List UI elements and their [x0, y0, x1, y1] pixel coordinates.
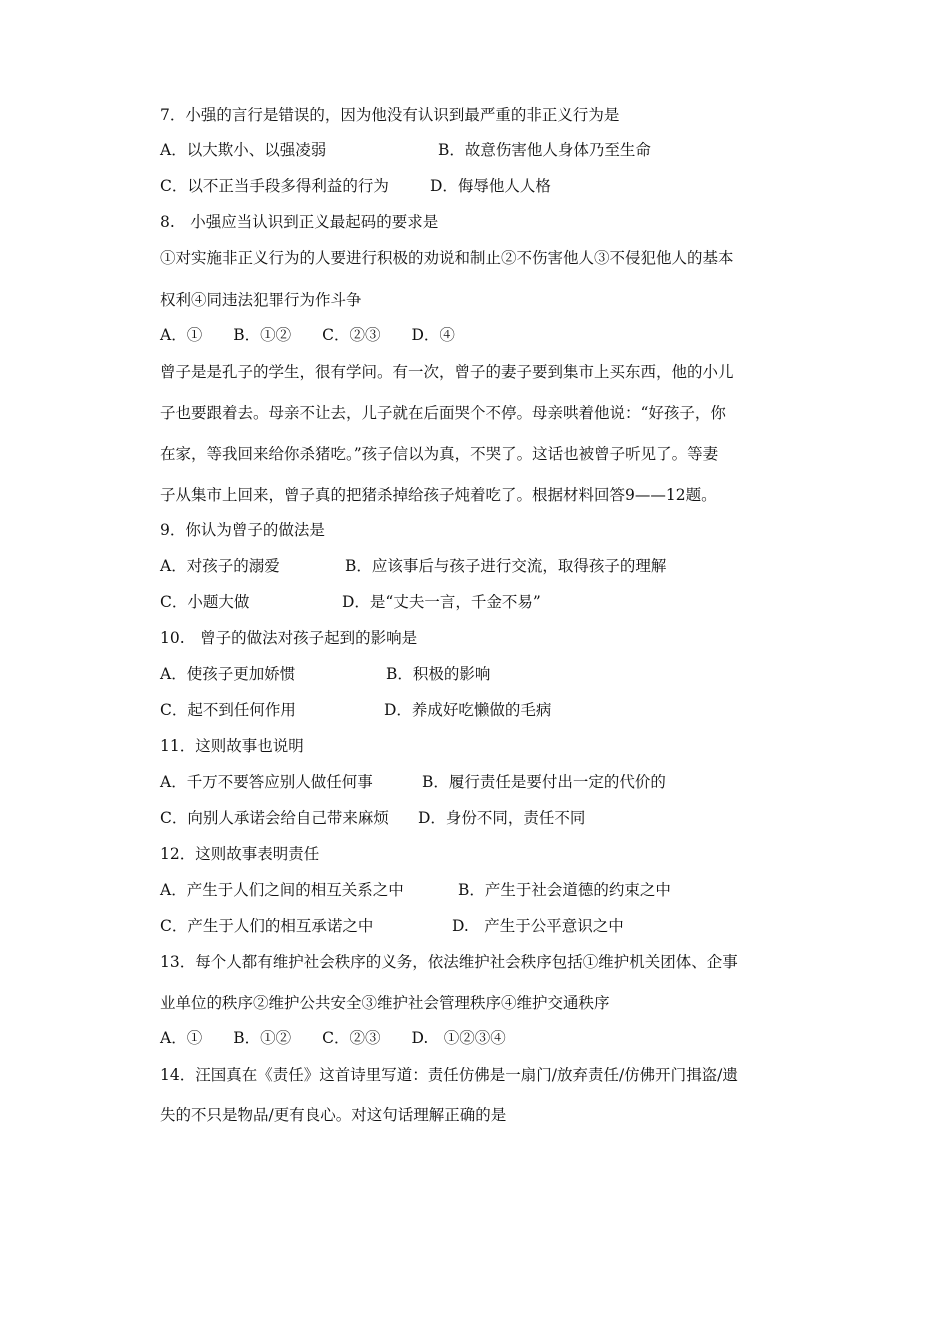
question-8-statements-cont: 权利④同违法犯罪行为作斗争	[160, 291, 362, 309]
question-10-stem: 10. 曾子的做法对孩子起到的影响是	[160, 629, 418, 647]
question-7-option-b: B．故意伤害他人身体乃至生命	[438, 141, 651, 159]
question-11-option-d: D．身份不同，责任不同	[418, 809, 586, 827]
passage-line: 在家，等我回来给你杀猪吃。”孩子信以为真，不哭了。这话也被曾子听见了。等妻	[160, 445, 719, 463]
passage-line: 子从集市上回来，曾子真的把猪杀掉给孩子炖着吃了。根据材料回答9——12题。	[160, 486, 717, 504]
question-9-option-c: C．小题大做	[160, 593, 250, 611]
question-13-options: A．① B．①② C．②③ D. ①②③④	[160, 1029, 506, 1047]
question-12-option-a: A．产生于人们之间的相互关系之中	[160, 881, 404, 899]
question-9-option-b: B．应该事后与孩子进行交流，取得孩子的理解	[345, 557, 667, 575]
question-11-stem: 11．这则故事也说明	[160, 737, 304, 755]
question-9-stem: 9．你认为曾子的做法是	[160, 521, 325, 539]
question-8-options: A．① B．①② C．②③ D．④	[160, 326, 455, 344]
passage-line: 曾子是是孔子的学生，很有学问。有一次，曾子的妻子要到集市上买东西，他的小儿	[160, 363, 734, 381]
question-10-option-b: B．积极的影响	[386, 665, 491, 683]
question-7-option-d: D．侮辱他人人格	[430, 177, 551, 195]
question-11-option-b: B．履行责任是要付出一定的代价的	[422, 773, 666, 791]
question-12-stem: 12．这则故事表明责任	[160, 845, 320, 863]
question-14-stem: 14．汪国真在《责任》这首诗里写道：责任仿佛是一扇门/放弃责任/仿佛开门揖盗/遗	[160, 1066, 738, 1084]
question-10-option-d: D．养成好吃懒做的毛病	[384, 701, 552, 719]
question-7-option-c: C．以不正当手段多得利益的行为	[160, 177, 389, 195]
question-10-option-c: C．起不到任何作用	[160, 701, 296, 719]
question-10-option-a: A．使孩子更加娇惯	[160, 665, 296, 683]
question-11-option-c: C．向别人承诺会给自己带来麻烦	[160, 809, 389, 827]
question-12-option-c: C．产生于人们的相互承诺之中	[160, 917, 374, 935]
question-12-option-b: B．产生于社会道德的约束之中	[458, 881, 671, 899]
question-8-stem: 8. 小强应当认识到正义最起码的要求是	[160, 213, 439, 231]
passage-line: 子也要跟着去。母亲不让去，儿子就在后面哭个不停。母亲哄着他说：“好孩子，你	[160, 404, 726, 422]
question-13-stem: 13．每个人都有维护社会秩序的义务，依法维护社会秩序包括①维护机关团体、企事	[160, 953, 738, 971]
question-9-option-a: A．对孩子的溺爱	[160, 557, 280, 575]
question-8-statements: ①对实施非正义行为的人要进行积极的劝说和制止②不伤害他人③不侵犯他人的基本	[160, 249, 734, 267]
question-12-option-d: D. 产生于公平意识之中	[452, 917, 624, 935]
question-7-option-a: A．以大欺小、以强凌弱	[160, 141, 327, 159]
question-13-stem-cont: 业单位的秩序②维护公共安全③维护社会管理秩序④维护交通秩序	[160, 994, 610, 1012]
question-14-stem-cont: 失的不只是物品/更有良心。对这句话理解正确的是	[160, 1106, 507, 1124]
question-7-stem: 7．小强的言行是错误的，因为他没有认识到最严重的非正义行为是	[160, 106, 620, 124]
question-9-option-d: D．是“丈夫一言，千金不易”	[342, 593, 541, 611]
question-11-option-a: A．千万不要答应别人做任何事	[160, 773, 373, 791]
